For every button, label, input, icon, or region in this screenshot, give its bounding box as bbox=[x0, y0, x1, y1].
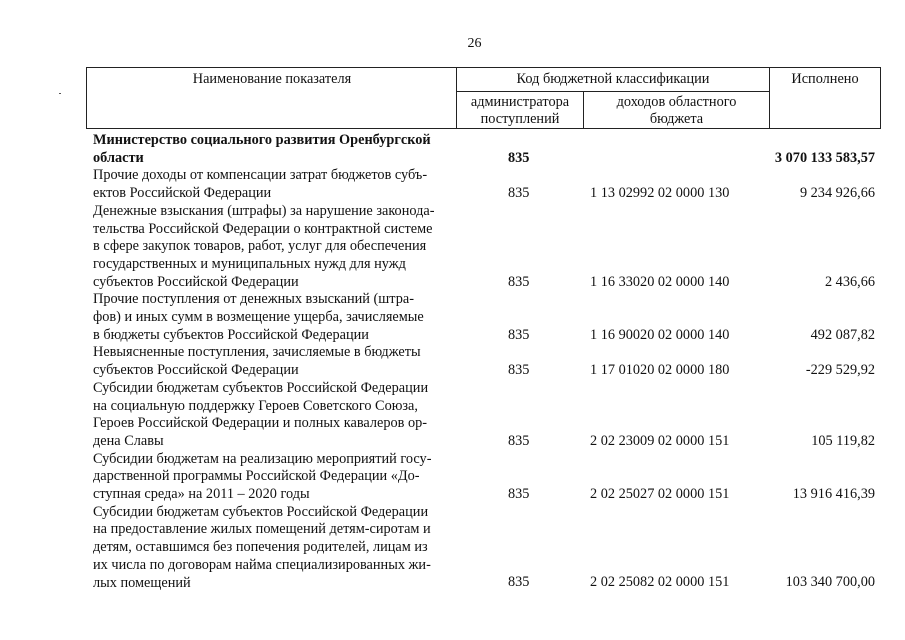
row-name bbox=[93, 132, 450, 167]
row-name-line: Министерство социального развития Оренбургской bbox=[93, 132, 431, 148]
row-name-line: фов) и иных сумм в возмещение ущерба, зачисляемые bbox=[93, 309, 424, 325]
row-income-code: 1 17 01020 02 0000 180 bbox=[590, 362, 730, 379]
row-name bbox=[93, 380, 450, 451]
row-name-line: Героев Российской Федерации и полных кавалеров ор- bbox=[93, 415, 428, 432]
row-income-code: 2 02 23009 02 0000 151 bbox=[590, 432, 730, 449]
row-amount: 2 436,66 bbox=[824, 273, 875, 290]
row-amount: 103 340 700,00 bbox=[785, 574, 875, 591]
row-name bbox=[93, 344, 450, 379]
row-name-line: дена Славы bbox=[93, 432, 164, 449]
header-income-line-2: бюджета bbox=[649, 111, 704, 127]
row-amount: 13 916 416,39 bbox=[792, 485, 875, 502]
row-amount: 492 087,82 bbox=[810, 326, 875, 343]
row-name-line: тельства Российской Федерации о контрактной системе bbox=[93, 220, 433, 237]
row-name-line: ектов Российской Федерации bbox=[93, 185, 272, 202]
header-income-line-1: доходов областного bbox=[616, 94, 737, 110]
row-name-line: на социальную поддержку Героев Советского Союза, bbox=[93, 397, 418, 414]
row-income-code: 1 13 02992 02 0000 130 bbox=[590, 185, 730, 202]
row-income-code: 2 02 25082 02 0000 151 bbox=[590, 574, 730, 591]
header-divider-classification bbox=[456, 91, 769, 92]
row-name-line: лых помещений bbox=[93, 574, 191, 591]
row-name-line: в бюджеты субъектов Российской Федерации bbox=[93, 326, 369, 343]
row-name bbox=[93, 291, 450, 344]
row-income-code: 1 16 33020 02 0000 140 bbox=[590, 273, 730, 290]
row-name-line: Субсидии бюджетам субъектов Российской Федерации bbox=[93, 503, 429, 520]
header-administrator bbox=[457, 94, 583, 128]
row-name bbox=[93, 504, 450, 593]
scan-speck bbox=[59, 93, 61, 94]
table-row bbox=[93, 291, 883, 344]
table-row bbox=[93, 203, 883, 292]
header-administrator-line-1: администратора bbox=[470, 94, 570, 110]
table-row bbox=[93, 344, 883, 379]
row-name bbox=[93, 167, 450, 202]
row-name-line: субъектов Российской Федерации bbox=[93, 362, 299, 379]
row-name-line: Прочие поступления от денежных взысканий (штра- bbox=[93, 291, 414, 308]
row-admin-code: 835 bbox=[508, 326, 530, 343]
row-name-line: на предоставление жилых помещений детям-сиротам и bbox=[93, 521, 431, 538]
table-row bbox=[93, 504, 883, 593]
row-name-line: ступная среда» на 2011 – 2020 годы bbox=[93, 486, 310, 502]
header-classification: Код бюджетной классификации bbox=[516, 71, 710, 87]
header-administrator-line-2: поступлений bbox=[480, 111, 560, 127]
row-name bbox=[93, 451, 450, 504]
row-amount: -229 529,92 bbox=[805, 362, 875, 379]
row-name-line: области bbox=[93, 149, 144, 166]
row-name-line: Субсидии бюджетам субъектов Российской Федерации bbox=[93, 379, 429, 396]
row-admin-code: 835 bbox=[508, 273, 530, 290]
row-name-line: Невыясненные поступления, зачисляемые в бюджеты bbox=[93, 344, 421, 361]
table-row bbox=[93, 167, 883, 202]
row-name-line: субъектов Российской Федерации bbox=[93, 273, 299, 290]
row-admin-code: 835 bbox=[508, 574, 530, 591]
row-amount: 9 234 926,66 bbox=[799, 185, 875, 202]
row-name-line: в сфере закупок товаров, работ, услуг для обеспечения bbox=[93, 238, 427, 255]
row-name-line: Прочие доходы от компенсации затрат бюджетов субъ- bbox=[93, 167, 428, 184]
header-executed: Исполнено bbox=[791, 71, 859, 87]
row-admin-code: 835 bbox=[508, 432, 530, 449]
row-amount: 105 119,82 bbox=[811, 432, 875, 449]
row-income-code: 1 16 90020 02 0000 140 bbox=[590, 326, 730, 343]
row-name-line: государственных и муниципальных нужд для нужд bbox=[93, 255, 406, 272]
row-income-code: 2 02 25027 02 0000 151 bbox=[590, 485, 730, 502]
row-admin-code: 835 bbox=[508, 149, 530, 166]
table-row bbox=[93, 380, 883, 451]
row-name bbox=[93, 203, 450, 292]
row-amount: 3 070 133 583,57 bbox=[774, 149, 875, 166]
row-admin-code: 835 bbox=[508, 185, 530, 202]
row-name-line: Денежные взыскания (штрафы) за нарушение законода- bbox=[93, 202, 435, 219]
row-name-line: дарственной программы Российской Федерации «До- bbox=[93, 468, 420, 485]
table-row bbox=[93, 132, 883, 167]
row-name-line: Субсидии бюджетам на реализацию мероприятий госу- bbox=[93, 450, 432, 467]
header-income bbox=[584, 94, 769, 128]
page-number: 26 bbox=[467, 36, 482, 51]
header-name: Наименование показателя bbox=[192, 71, 352, 87]
row-admin-code: 835 bbox=[508, 362, 530, 379]
row-admin-code: 835 bbox=[508, 485, 530, 502]
table-row bbox=[93, 451, 883, 504]
row-name-line: их числа по договорам найма специализированных жи- bbox=[93, 556, 431, 573]
row-name-line: детям, оставшимся без попечения родителей, лицам из bbox=[93, 539, 428, 556]
